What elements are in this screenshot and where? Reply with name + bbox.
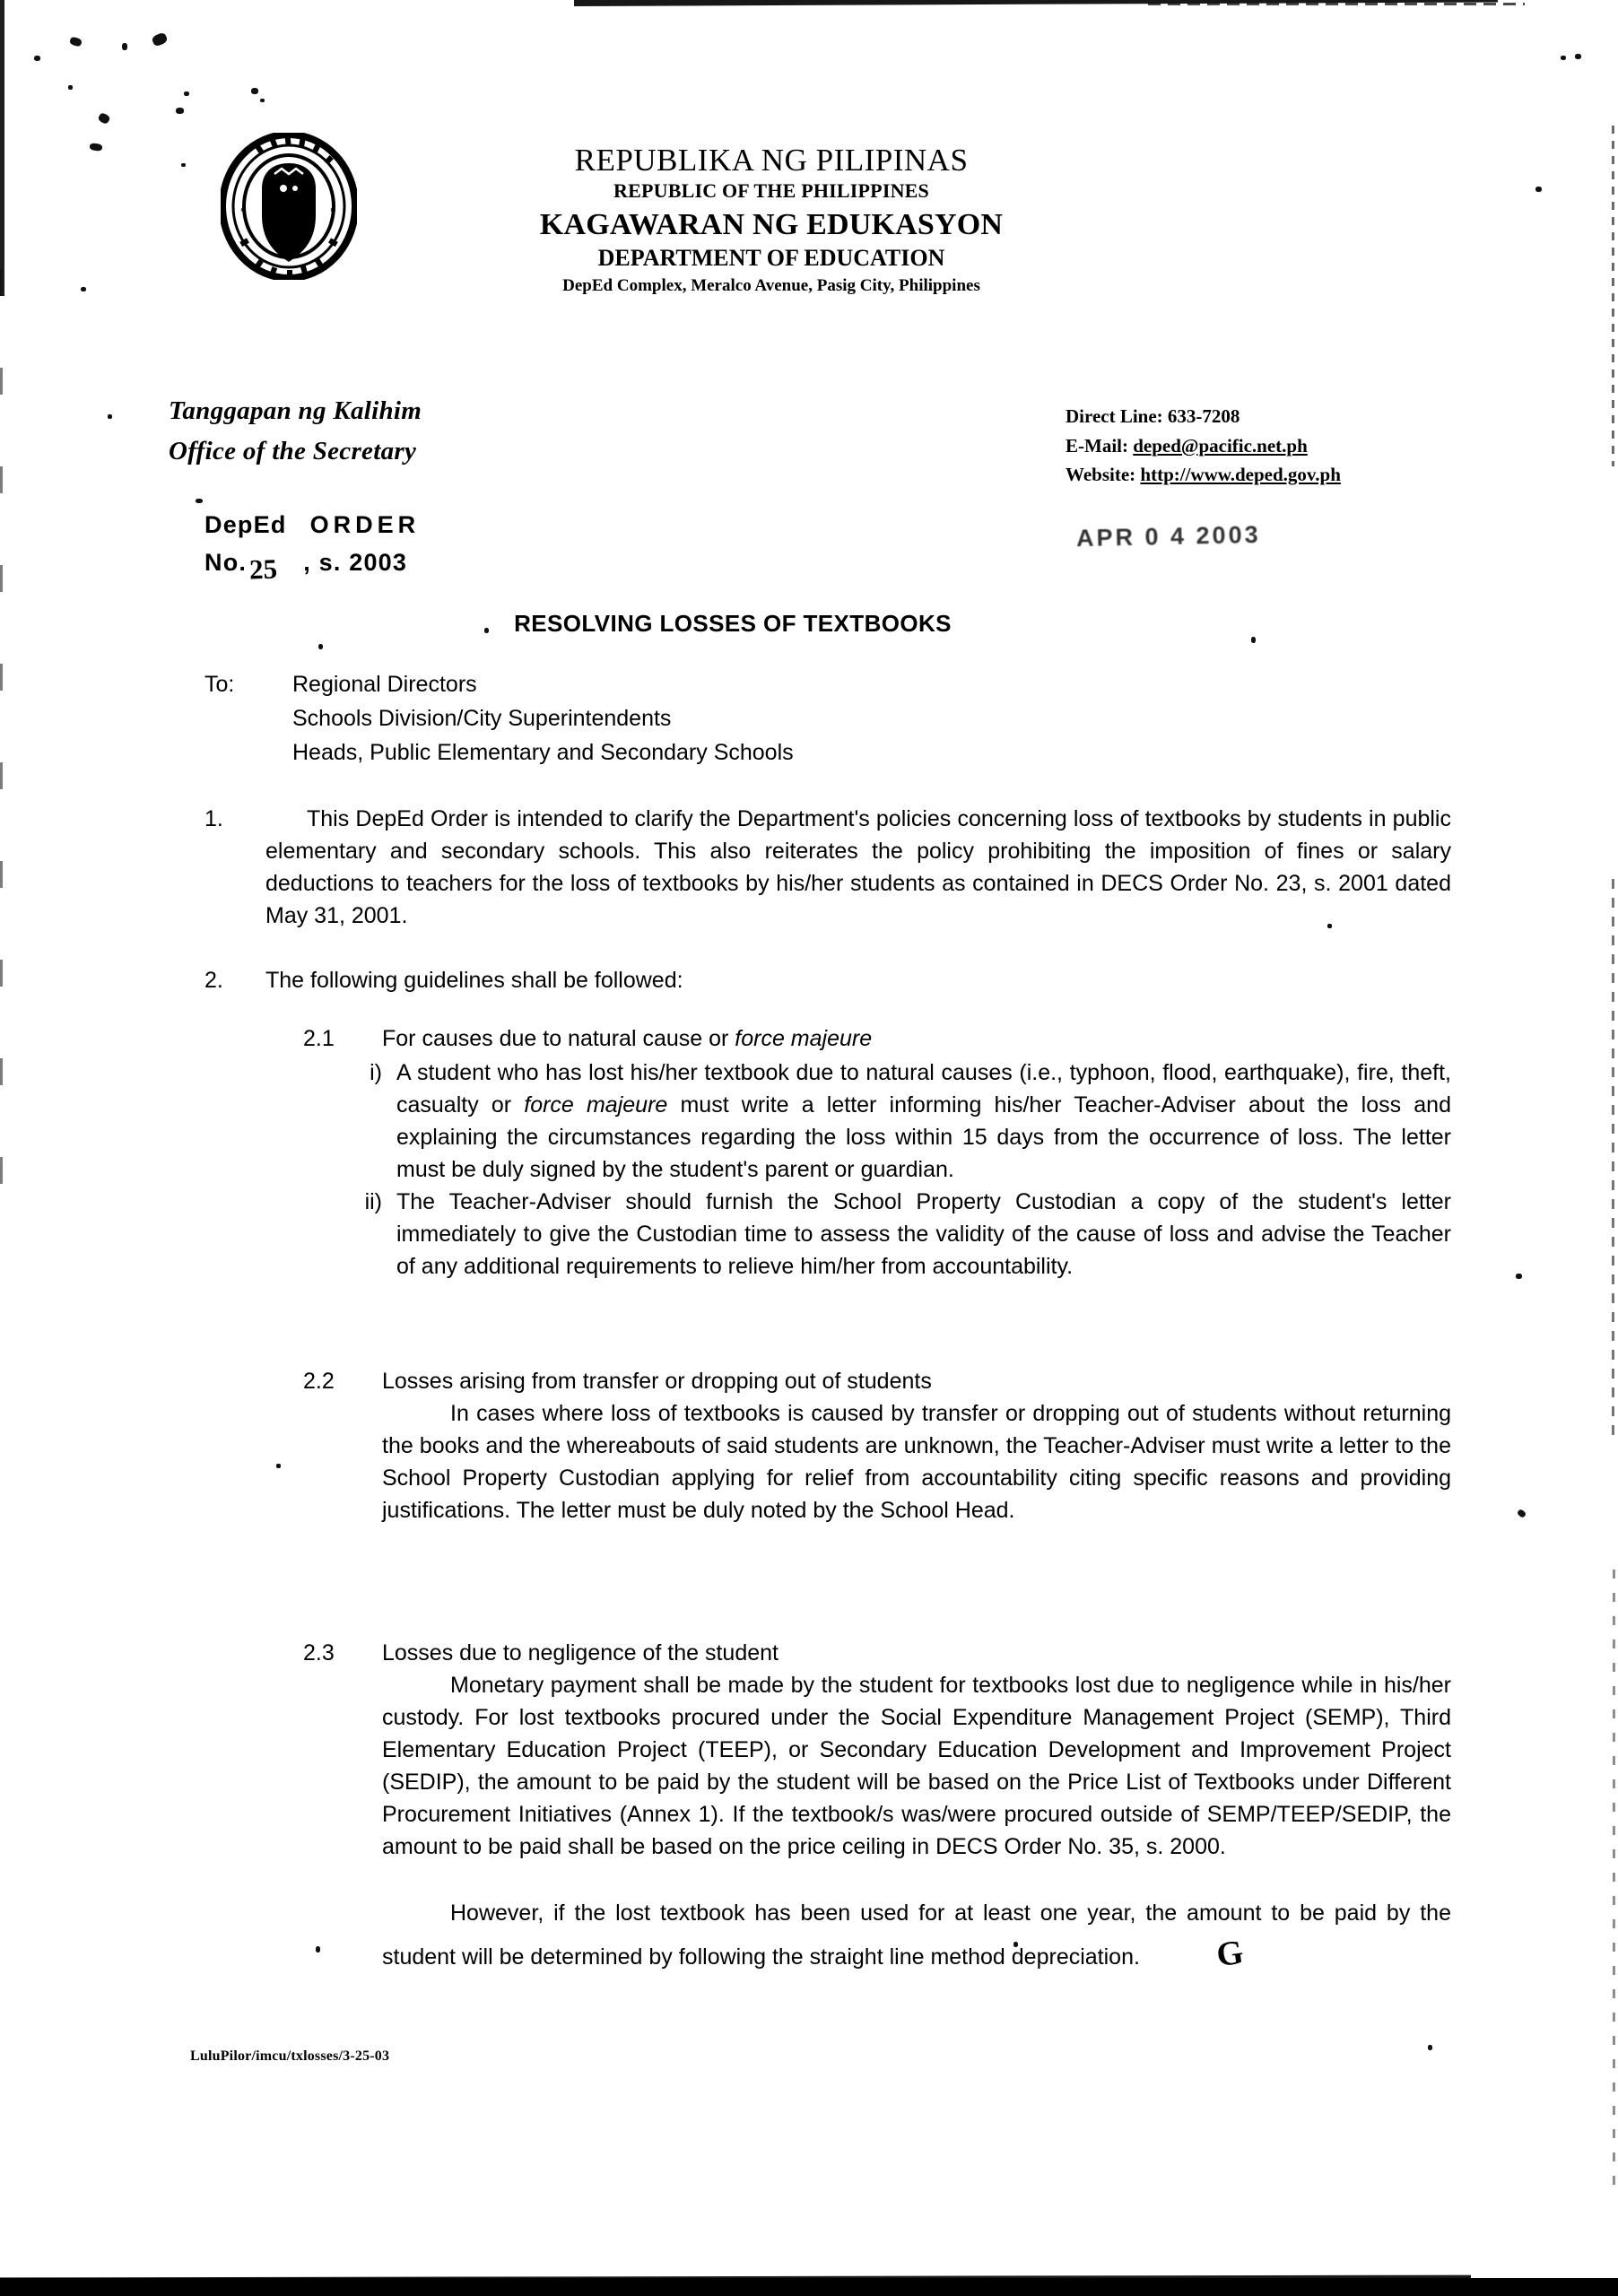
order-no-label: No. bbox=[204, 549, 248, 577]
scan-speck bbox=[1535, 187, 1542, 192]
paragraph-1-number: 1. bbox=[204, 806, 223, 831]
addressee-block bbox=[204, 667, 794, 770]
paragraph-1-text: This DepEd Order is intended to clarify the Department's policies concerning loss of textbooks by students in public elementary and secondary schools. This also reiterates the policy prohibiting the imposition of fines or salary deductions to teachers for the loss of textbooks by his/her students as contained in DECS Order No. 23, s. 2001 dated May 31, 2001. bbox=[265, 806, 1451, 928]
paragraph-2-text: The following guidelines shall be followed: bbox=[265, 968, 683, 993]
order-number-block bbox=[204, 508, 421, 586]
contact-block bbox=[1066, 402, 1341, 490]
scan-speck bbox=[1251, 637, 1256, 643]
footer-reference-code: LuluPilor/imcu/txlosses/3-25-03 bbox=[190, 2048, 390, 2064]
section-2-2-heading bbox=[303, 1365, 1451, 1397]
scan-speck bbox=[151, 31, 168, 47]
scan-edge-right-middle bbox=[1612, 879, 1614, 1435]
masthead-line-republic: REPUBLIC OF THE PHILIPPINES bbox=[613, 179, 929, 203]
scan-speck bbox=[176, 108, 184, 114]
recipient-list bbox=[292, 667, 794, 770]
paragraph-2-number: 2. bbox=[204, 968, 223, 993]
section-2-1-item-ii-text: The Teacher-Adviser should furnish the School Property Custodian a copy of the student's letter immediately to give the Custodian time to assess the validity of the cause of loss and advise the Teacher of any additional requirements to relieve him/her from accountability. bbox=[396, 1189, 1451, 1279]
office-block bbox=[169, 391, 422, 472]
scan-speck bbox=[181, 163, 186, 167]
section-2-3-text-2 bbox=[382, 1897, 1451, 1979]
order-label-order: ORDER bbox=[309, 511, 421, 538]
section-2-2-number: 2.2 bbox=[303, 1369, 335, 1394]
masthead-line-department: DEPARTMENT OF EDUCATION bbox=[597, 245, 945, 272]
paragraph-1 bbox=[204, 803, 1451, 932]
email-label: E-Mail: bbox=[1066, 434, 1128, 457]
section-2-3-title: Losses due to negligence of the student bbox=[382, 1640, 779, 1665]
item-i-text-part2: must write a letter informing his/her Teacher-Adviser about the loss and explaining the circumstances regarding the loss within 15 days from the occurrence of loss. The letter must be duly signed by the student's parent or guardian. bbox=[396, 1092, 1451, 1182]
scan-speck bbox=[68, 85, 73, 90]
section-2-3-heading bbox=[303, 1637, 1451, 1669]
scan-speck bbox=[108, 414, 112, 419]
svg-text:*: * bbox=[240, 204, 247, 218]
section-2-3-text-2-body: However, if the lost textbook has been used for at least one year, the amount to be paid by the student will be determined by following the straight line method depreciation. bbox=[382, 1900, 1451, 1970]
direct-line-row bbox=[1066, 402, 1341, 431]
section-2-3-text: Monetary payment shall be made by the student for textbooks lost due to negligence while in his/her custody. For lost textbooks procured under the Social Expenditure Management Project (SEMP), Third Elementary Education Project (TEEP), or Secondary Education Development and Improvement Project (SEDIP), the amount to be paid by the student will be based on the Price List of Textbooks under Different Procurement Initiatives (Annex 1). If the textbook/s was/were procured outside of SEMP/TEEP/SEDIP, the amount to be paid shall be based on the price ceiling in DECS Order No. 35, s. 2000. bbox=[382, 1673, 1451, 1859]
section-2-1-item-ii bbox=[330, 1186, 1451, 1283]
page-title: RESOLVING LOSSES OF TEXTBOOKS bbox=[514, 610, 952, 637]
office-line-english: Office of the Secretary bbox=[169, 436, 417, 465]
scan-edge-left-dashed bbox=[0, 269, 3, 1256]
scan-speck bbox=[34, 56, 40, 61]
section-2-1-title-plain: For causes due to natural cause or bbox=[382, 1026, 735, 1051]
section-2-3 bbox=[204, 1637, 1451, 1979]
section-2-1-title-italic: force majeure bbox=[735, 1026, 873, 1051]
item-i-text-part1: A student who has lost his/her textbook due to natural causes (i.e., typhoon, flood, earthquake), fire, theft, casualty or bbox=[396, 1060, 1451, 1118]
section-2-1-item-ii-number: ii) bbox=[364, 1189, 382, 1214]
section-2-1-item-i-number: i) bbox=[370, 1060, 382, 1085]
order-label-row bbox=[204, 508, 420, 542]
section-2-1-item-i bbox=[330, 1057, 1451, 1186]
website-row bbox=[1066, 460, 1341, 490]
to-label: To: bbox=[204, 672, 235, 697]
section-2-2-text: In cases where loss of textbooks is caused by transfer or dropping out of students without returning the books and the whereabouts of said students are unknown, the Teacher-Adviser must write a letter to the School Property Custodian applying for relief from accountability citing specific reasons and providing justifications. The letter must be duly noted by the School Head. bbox=[382, 1401, 1451, 1523]
svg-text:*: * bbox=[330, 204, 336, 218]
list-item: Schools Division/City Superintendents bbox=[292, 706, 672, 731]
scan-speck bbox=[90, 143, 103, 152]
section-2-2-title: Losses arising from transfer or dropping out of students bbox=[382, 1369, 932, 1394]
section-2-1-title bbox=[382, 1022, 1451, 1055]
item-i-text-italic: force majeure bbox=[524, 1092, 668, 1118]
philippine-government-seal-icon bbox=[221, 133, 357, 280]
masthead-line-republika: REPUBLIKA NG PILIPINAS bbox=[574, 143, 969, 178]
order-series: , s. 2003 bbox=[303, 549, 408, 577]
scan-speck bbox=[1516, 1274, 1522, 1279]
paragraph-2 bbox=[204, 964, 1451, 996]
section-2-1-heading bbox=[303, 1022, 1451, 1055]
scan-speck bbox=[1517, 1509, 1527, 1518]
email-value[interactable]: deped@pacific.net.ph bbox=[1133, 434, 1308, 457]
handwritten-initial: G bbox=[1214, 1934, 1242, 1975]
scan-speck bbox=[81, 287, 86, 291]
scan-speck bbox=[184, 91, 189, 96]
section-2-1-item-i-text bbox=[396, 1057, 1451, 1186]
section-2-2 bbox=[204, 1365, 1451, 1526]
office-line-tagalog: Tanggapan ng Kalihim bbox=[169, 396, 422, 425]
order-label-deped: DepEd bbox=[204, 511, 287, 538]
date-received-stamp: APR 0 4 2003 bbox=[1075, 520, 1261, 552]
scan-speck bbox=[251, 88, 258, 94]
section-2-1 bbox=[204, 1022, 1451, 1283]
section-2-3-number: 2.3 bbox=[303, 1640, 335, 1665]
scan-speck bbox=[69, 36, 83, 48]
scan-speck bbox=[1428, 2045, 1432, 2050]
direct-line-value: 633-7208 bbox=[1167, 405, 1240, 427]
masthead-line-kagawaran: KAGAWARAN NG EDUKASYON bbox=[539, 208, 1004, 242]
order-series-row bbox=[204, 542, 420, 586]
list-item: Heads, Public Elementary and Secondary Schools bbox=[292, 740, 794, 765]
scan-edge-top-dashed bbox=[1148, 3, 1525, 5]
website-label: Website: bbox=[1066, 464, 1136, 486]
order-number-handwritten: 25 bbox=[248, 552, 278, 586]
scan-edge-right-upper bbox=[1612, 126, 1614, 466]
email-row bbox=[1066, 431, 1341, 461]
scan-speck bbox=[196, 499, 203, 503]
list-item: Regional Directors bbox=[292, 672, 477, 697]
masthead-line-address: DepEd Complex, Meralco Avenue, Pasig City, Philippines bbox=[562, 276, 980, 296]
direct-line-label: Direct Line: bbox=[1066, 405, 1163, 427]
scan-speck bbox=[260, 99, 265, 102]
scan-speck bbox=[1575, 54, 1581, 59]
scan-speck bbox=[1561, 56, 1566, 60]
website-value[interactable]: http://www.deped.gov.ph bbox=[1140, 464, 1341, 486]
scan-speck bbox=[122, 43, 127, 50]
scan-edge-right-lower bbox=[1613, 1570, 1615, 2197]
masthead bbox=[386, 142, 1157, 296]
scan-edge-bottom bbox=[0, 2278, 1618, 2296]
scan-edge-left bbox=[0, 0, 4, 296]
scan-speck bbox=[318, 644, 323, 649]
scan-speck bbox=[97, 112, 110, 126]
section-2-1-number: 2.1 bbox=[303, 1026, 335, 1051]
